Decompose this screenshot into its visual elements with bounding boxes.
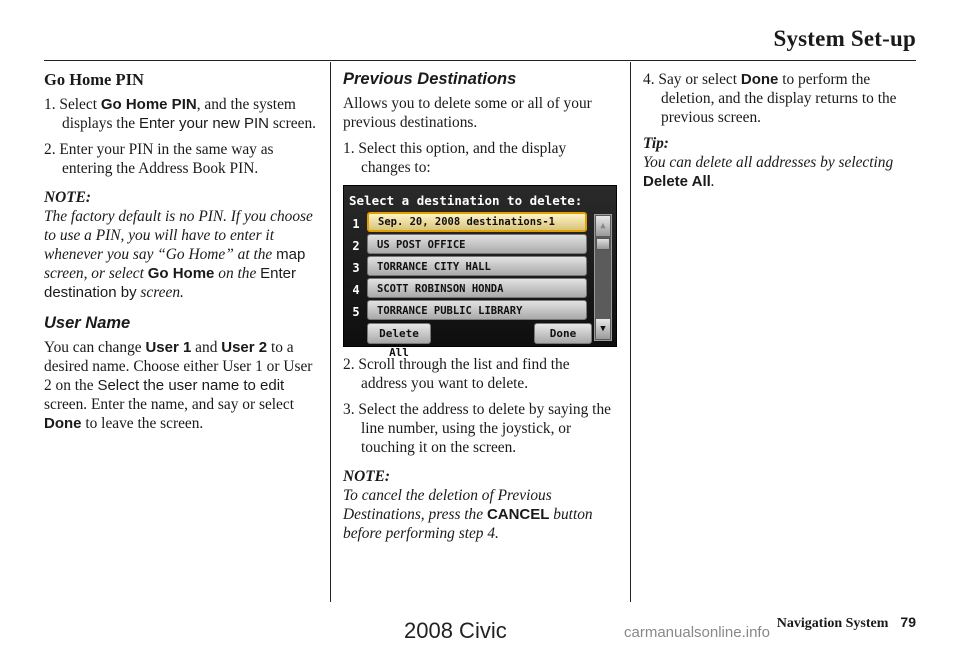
delete-all-button[interactable]: Delete All	[367, 323, 431, 344]
destination-row-3[interactable]: 3 TORRANCE CITY HALL	[346, 256, 591, 278]
page-number: 79	[900, 614, 916, 630]
screen-scrollbar[interactable]	[594, 214, 612, 341]
scroll-up-icon[interactable]: ▲	[596, 216, 610, 236]
header-rule	[44, 60, 916, 61]
done-button[interactable]: Done	[534, 323, 592, 344]
screen-title: Select a destination to delete:	[349, 193, 583, 208]
nav-screen-delete-destination	[343, 185, 617, 359]
destination-row-4[interactable]: 4 SCOTT ROBINSON HONDA	[346, 278, 591, 300]
destination-row-5[interactable]: 5 TORRANCE PUBLIC LIBRARY	[346, 300, 591, 322]
watermark-site: carmanualsonline.info	[624, 624, 770, 641]
user-name-heading: User Name	[44, 314, 131, 332]
column-divider-1	[330, 62, 331, 602]
note-heading: NOTE:	[44, 189, 92, 206]
column-3	[643, 70, 919, 198]
destination-entry-5[interactable]: TORRANCE PUBLIC LIBRARY	[367, 300, 587, 320]
go-home-step-1: 1. Select Go Home PIN, and the system displays the Enter your new PIN screen.	[44, 96, 317, 132]
previous-destinations-intro: Allows you to delete some or all of your previous destinations.	[343, 95, 592, 131]
user-name-text: You can change User 1 and User 2 to a desired name. Choose either User 1 or User 2 on the Select the user name to edit screen. Enter the name, and say or select Done to leave the screen.	[44, 339, 313, 432]
destination-entry-1[interactable]: Sep. 20, 2008 destinations-1	[367, 212, 587, 232]
page-footer	[777, 614, 916, 632]
column-divider-2	[630, 62, 631, 602]
destination-entry-4[interactable]: SCOTT ROBINSON HONDA	[367, 278, 587, 298]
watermark-model: 2008 Civic	[404, 618, 507, 643]
prev-dest-step-4: 4. Say or select Done to perform the deletion, and the display returns to the previous screen.	[643, 71, 897, 126]
destination-row-2[interactable]: 2 US POST OFFICE	[346, 234, 591, 256]
footer-section: Navigation System	[776, 616, 889, 631]
previous-destinations-heading: Previous Destinations	[343, 70, 517, 88]
destination-row-1[interactable]: 1 Sep. 20, 2008 destinations-1	[346, 212, 591, 234]
page-header-title: System Set-up	[773, 26, 916, 51]
column-2	[343, 70, 619, 550]
prev-dest-note-heading: NOTE:	[343, 468, 391, 485]
note-text: The factory default is no PIN. If you choose to use a PIN, you will have to enter it whenever you say “Go Home” at the map screen, or select Go Home on the Enter destination by screen.	[44, 208, 313, 301]
tip-text: You can delete all addresses by selecting Delete All.	[643, 154, 894, 190]
tip-heading: Tip:	[643, 135, 669, 152]
prev-dest-step-3: 3. Select the address to delete by saying the line number, using the joystick, or touching it on the screen.	[343, 401, 611, 456]
destination-entry-3[interactable]: TORRANCE CITY HALL	[367, 256, 587, 276]
scroll-down-icon[interactable]: ▼	[596, 319, 610, 339]
go-home-pin-heading: Go Home PIN	[44, 70, 144, 89]
ui-enter-new-pin: Enter your new PIN	[138, 115, 270, 132]
ui-go-home-pin: Go Home PIN	[100, 96, 197, 113]
destination-entry-2[interactable]: US POST OFFICE	[367, 234, 587, 254]
scroll-thumb[interactable]	[596, 238, 610, 250]
go-home-step-2: 2. Enter your PIN in the same way as entering the Address Book PIN.	[44, 141, 274, 177]
prev-dest-step-1: 1. Select this option, and the display changes to:	[343, 140, 567, 176]
column-1	[44, 70, 320, 440]
prev-dest-note-text: To cancel the deletion of Previous Destinations, press the CANCEL button before performing step 4.	[343, 487, 593, 542]
prev-dest-step-2: 2. Scroll through the list and find the address you want to delete.	[343, 356, 570, 392]
